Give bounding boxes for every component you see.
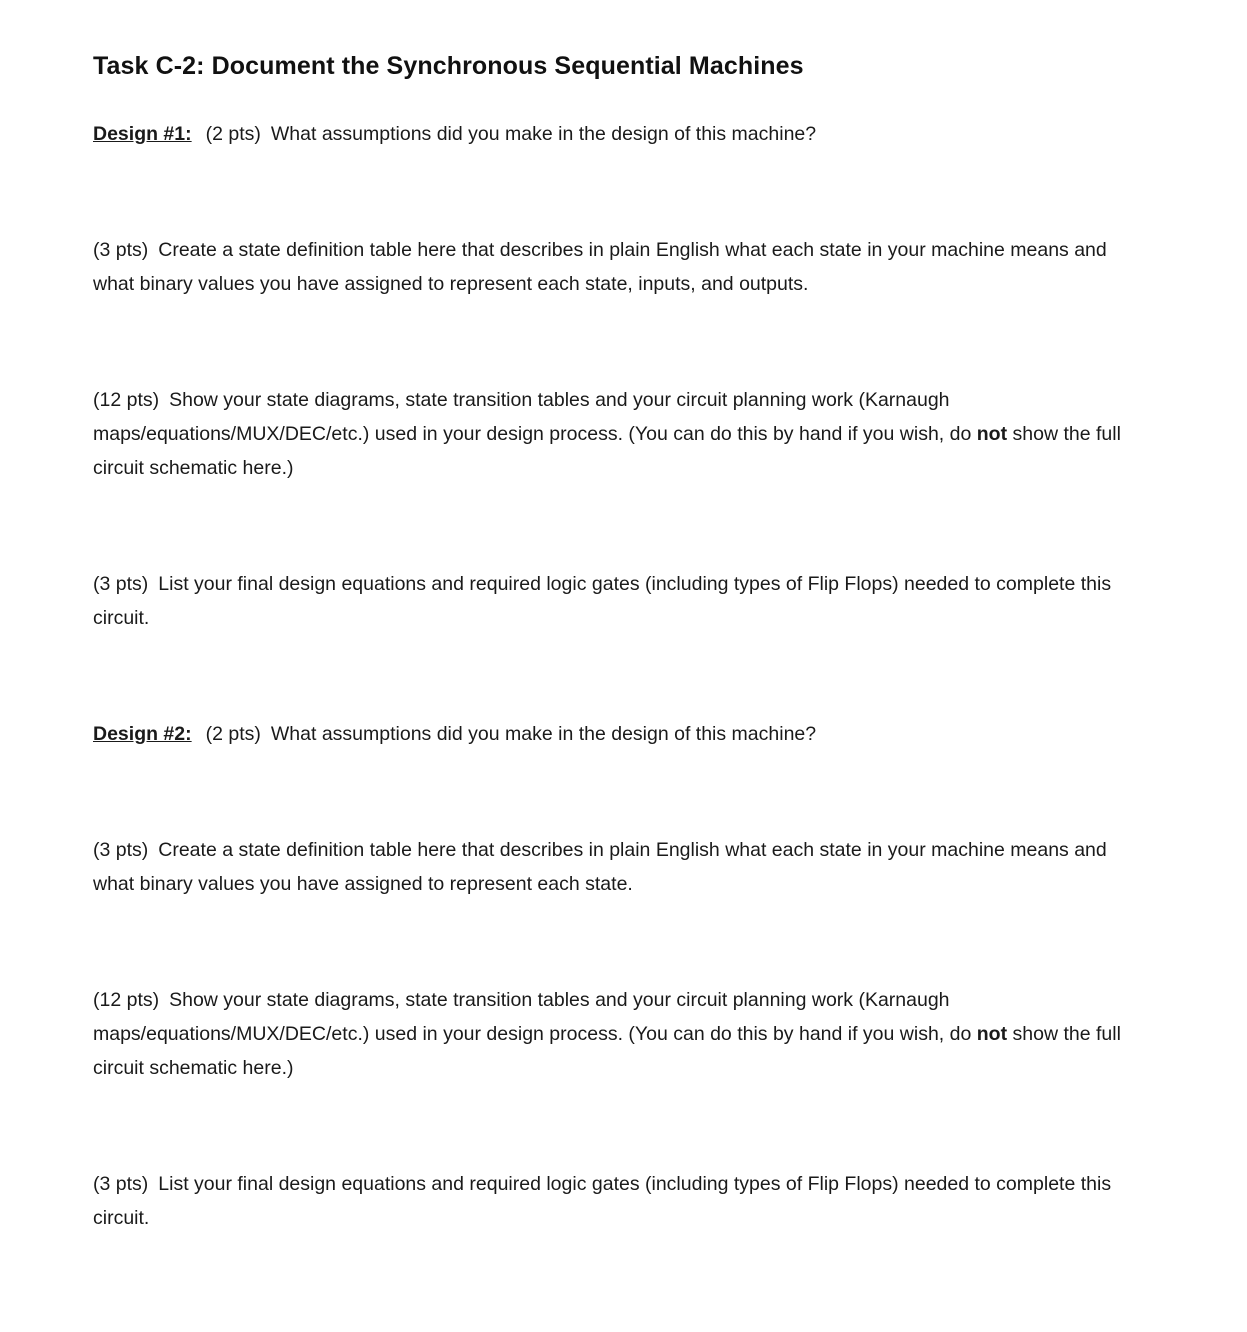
- design1-p4-text: List your final design equations and required logic gates (including types of Flip Flops) needed to complete this circuit.: [93, 573, 1112, 629]
- design2-p3-text-b: show the full circuit schematic here.): [93, 1023, 1121, 1079]
- design2-p2-text: Create a state definition table here that describes in plain English what each state in your machine means and what binary values you have assigned to represent each state.: [93, 839, 1107, 895]
- design1-p1-points: (2 pts): [205, 123, 261, 145]
- design2-state-table-paragraph: [93, 833, 1139, 901]
- design1-state-table-paragraph: [93, 233, 1139, 301]
- design2-equations-paragraph: [93, 1167, 1139, 1235]
- design1-p3-bold-not: not: [976, 423, 1008, 445]
- design2-p3-text-a: Show your state diagrams, state transition tables and your circuit planning work (Karnaugh maps/equations/MUX/DEC/etc.) used in your design process. (You can do this by hand if you wish, do: [93, 989, 972, 1045]
- design1-p3-points: (12 pts): [93, 389, 160, 411]
- design2-diagrams-paragraph: [93, 983, 1139, 1085]
- design2-p1-points: (2 pts): [205, 723, 261, 745]
- design1-equations-paragraph: [93, 567, 1139, 635]
- design1-diagrams-paragraph: [93, 383, 1139, 485]
- design2-label: Design #2:: [93, 723, 192, 745]
- design1-p2-points: (3 pts): [93, 239, 149, 261]
- design2-p4-points: (3 pts): [93, 1173, 149, 1195]
- design1-p4-points: (3 pts): [93, 573, 149, 595]
- design1-p3-text-a: Show your state diagrams, state transition tables and your circuit planning work (Karnaugh maps/equations/MUX/DEC/etc.) used in your design process. (You can do this by hand if you wish, do: [93, 389, 972, 445]
- design1-p1-text: What assumptions did you make in the design of this machine?: [270, 123, 817, 145]
- design2-p1-text: What assumptions did you make in the design of this machine?: [270, 723, 817, 745]
- design1-p2-text: Create a state definition table here that describes in plain English what each state in your machine means and what binary values you have assigned to represent each state, inputs, and outputs.: [93, 239, 1107, 295]
- design1-p3-text-b: show the full circuit schematic here.): [93, 423, 1121, 479]
- design2-p4-text: List your final design equations and required logic gates (including types of Flip Flops) needed to complete this circuit.: [93, 1173, 1112, 1229]
- design2-p2-points: (3 pts): [93, 839, 149, 861]
- design2-assumptions-paragraph: [93, 717, 1139, 751]
- page-title: Task C-2: Document the Synchronous Sequential Machines: [93, 52, 804, 80]
- design1-label: Design #1:: [93, 123, 192, 145]
- design2-p3-bold-not: not: [976, 1023, 1008, 1045]
- design2-p3-points: (12 pts): [93, 989, 160, 1011]
- design1-assumptions-paragraph: [93, 117, 1139, 151]
